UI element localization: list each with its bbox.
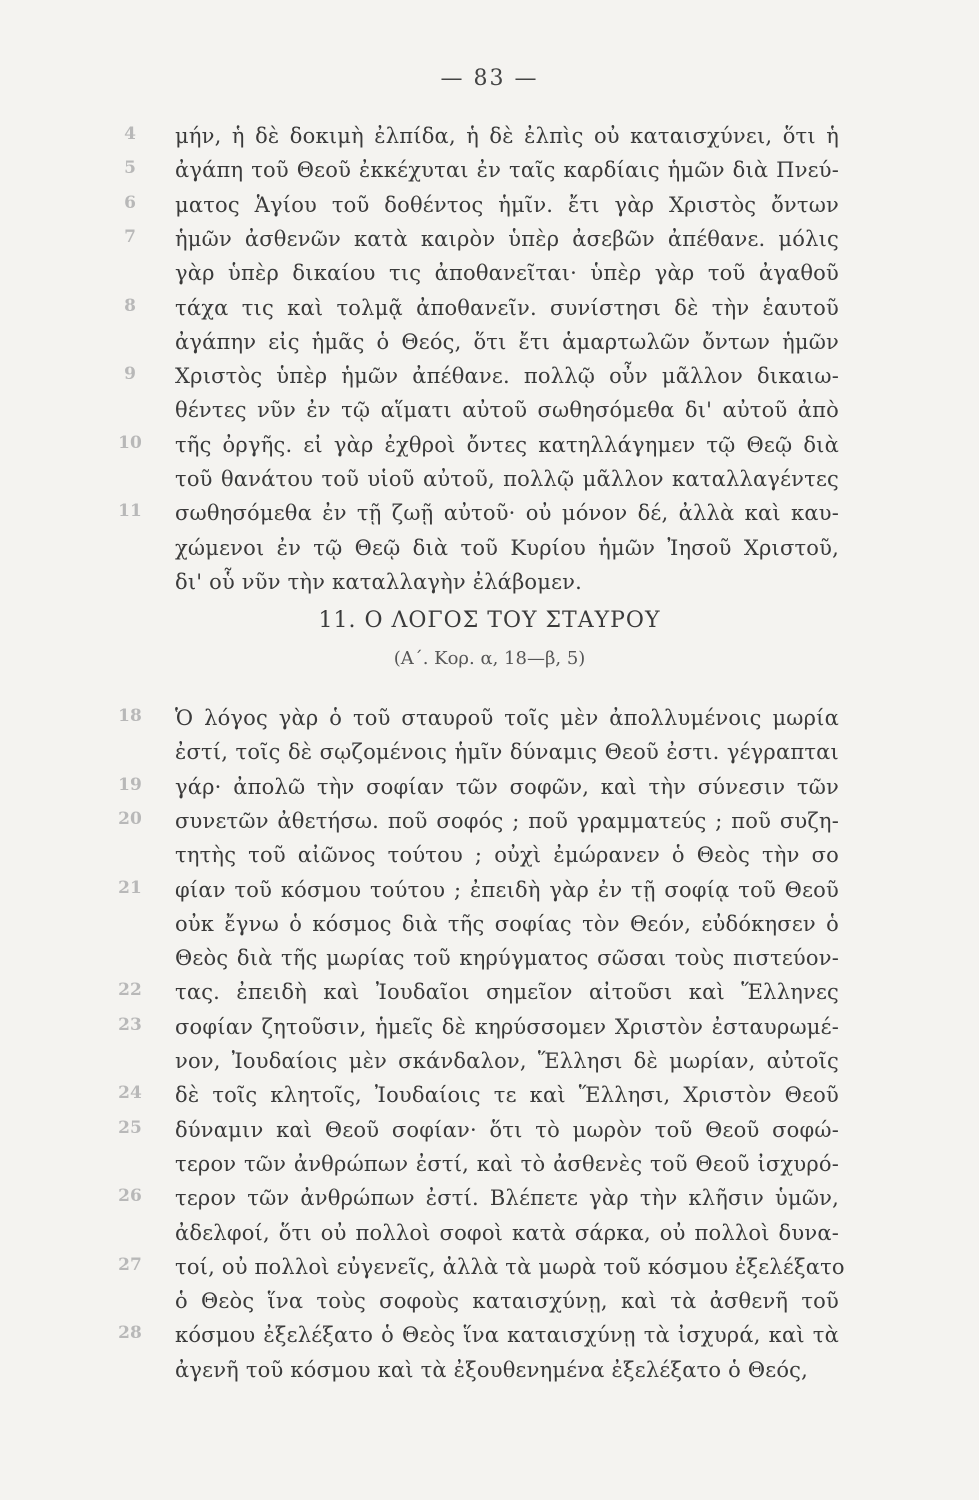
line-text: τας. ἐπειδὴ καὶ Ἰουδαῖοι σημεῖον αἰτοῦσι καὶ Ἕλληνες (175, 980, 839, 1005)
text-line (0, 530, 979, 566)
text-line (0, 1180, 979, 1216)
text-line (0, 974, 979, 1010)
text-line (0, 221, 979, 257)
text-line (0, 427, 979, 463)
line-text: νον, Ἰουδαίοις μὲν σκάνδαλον, Ἕλλησι δὲ μωρίαν, αὐτοῖς (175, 1049, 839, 1073)
line-text: δι' οὗ νῦν τὴν καταλλαγὴν ἐλάβομεν. (175, 569, 583, 594)
text-line (0, 803, 979, 839)
line-text: ἀγάπη τοῦ Θεοῦ ἐκκέχυται ἐν ταῖς καρδίαις ἡμῶν διὰ Πνεύ- (175, 158, 839, 183)
section-reference: (Α΄. Κορ. α, 18—β, 5) (393, 648, 586, 669)
verse-number: 20 (118, 808, 142, 829)
text-line (0, 1043, 979, 1079)
line-text: ἀδελφοί, ὅτι οὐ πολλοὶ σοφοὶ κατὰ σάρκα, οὐ πολλοὶ δυνα- (175, 1220, 839, 1245)
line-text: Θεὸς διὰ τῆς μωρίας τοῦ κηρύγματος σῶσαι τοὺς πιστεύον- (175, 946, 839, 971)
verse-number: 28 (118, 1323, 142, 1344)
line-text: τερον τῶν ἀνθρώπων ἐστί. Βλέπετε γὰρ τὴν κλῆσιν ὑμῶν, (175, 1186, 839, 1211)
verse-number: 24 (118, 1083, 142, 1104)
line-text: γὰρ ὑπὲρ δικαίου τις ἀποθανεῖται· ὑπὲρ γὰρ τοῦ ἀγαθοῦ (175, 261, 839, 286)
verse-number: 4 (124, 124, 136, 144)
line-text: γάρ· ἀπολῶ τὴν σοφίαν τῶν σοφῶν, καὶ τὴν σύνεσιν τῶν (175, 774, 839, 799)
verse-number: 21 (118, 877, 142, 898)
line-text: ἐστί, τοῖς δὲ σῳζομένοις ἡμῖν δύναμις Θεοῦ ἐστι. γέγραπται (175, 740, 839, 765)
text-line (0, 940, 979, 976)
text-line (0, 1215, 979, 1251)
line-text: σοφίαν ζητοῦσιν, ἡμεῖς δὲ κηρύσσομεν Χριστὸν ἐσταυρωμέ- (175, 1014, 839, 1039)
line-text: τοῦ θανάτου τοῦ υἱοῦ αὐτοῦ, πολλῷ μᾶλλον καταλλαγέντες (175, 467, 839, 491)
text-line (0, 461, 979, 497)
line-text: θέντες νῦν ἐν τῷ αἵματι αὐτοῦ σωθησόμεθα δι' αὐτοῦ ἀπὸ (175, 398, 839, 423)
verse-number: 11 (118, 501, 142, 522)
line-text: ἀγάπην εἰς ἡμᾶς ὁ Θεός, ὅτι ἔτι ἁμαρτωλῶν ὄντων ἡμῶν (175, 329, 839, 354)
verse-number: 19 (118, 774, 142, 795)
text-line (0, 1077, 979, 1113)
line-text: Χριστὸς ὑπὲρ ἡμῶν ἀπέθανε. πολλῷ οὖν μᾶλλον δικαιω- (175, 364, 839, 389)
verse-number: 18 (118, 706, 142, 726)
text-line (0, 872, 979, 908)
line-text: Ὁ λόγος γὰρ ὁ τοῦ σταυροῦ τοῖς μὲν ἀπολλυμένοις μωρία (175, 706, 839, 730)
verse-number: 7 (124, 226, 136, 247)
text-line (0, 1009, 979, 1045)
verse-number: 25 (118, 1117, 142, 1138)
line-text: δὲ τοῖς κλητοῖς, Ἰουδαίοις τε καὶ Ἕλλησι, Χριστὸν Θεοῦ (175, 1083, 839, 1108)
line-text: τάχα τις καὶ τολμᾷ ἀποθανεῖν. συνίστησι δὲ τὴν ἑαυτοῦ (175, 295, 839, 320)
verse-number: 10 (118, 432, 142, 453)
line-text: συνετῶν ἀθετήσω. ποῦ σοφός ; ποῦ γραμματεύς ; ποῦ συζη- (175, 808, 839, 833)
text-line (0, 255, 979, 291)
line-text: οὐκ ἔγνω ὁ κόσμος διὰ τῆς σοφίας τὸν Θεόν, εὐδόκησεν ὁ (175, 911, 839, 936)
text-line (0, 1112, 979, 1148)
line-text: σωθησόμεθα ἐν τῇ ζωῇ αὐτοῦ· οὐ μόνον δέ, ἀλλὰ καὶ καυ- (175, 501, 839, 526)
text-line (0, 700, 979, 736)
line-text: τῆς ὀργῆς. εἰ γὰρ ἐχθροὶ ὄντες κατηλλάγημεν τῷ Θεῷ διὰ (175, 432, 839, 457)
section-title: 11. Ο ΛΟΓΟΣ ΤΟΥ ΣΤΑΥΡΟΥ (318, 608, 661, 633)
verse-number: 23 (118, 1014, 142, 1035)
text-line (0, 324, 979, 360)
text-line (0, 358, 979, 394)
verse-number: 22 (118, 980, 142, 1001)
line-text: μήν, ἡ δὲ δοκιμὴ ἐλπίδα, ἡ δὲ ἐλπὶς οὐ καταισχύνει, ὅτι ἡ (175, 124, 839, 148)
text-line (0, 152, 979, 188)
verse-number: 27 (118, 1254, 142, 1275)
line-text: τερον τῶν ἀνθρώπων ἐστί, καὶ τὸ ἀσθενὲς τοῦ Θεοῦ ἰσχυρό- (175, 1151, 839, 1176)
line-text: τητὴς τοῦ αἰῶνος τούτου ; οὐχὶ ἐμώρανεν ὁ Θεὸς τὴν σο (175, 843, 839, 868)
text-line (0, 1249, 979, 1285)
text-line (0, 495, 979, 531)
line-text: δύναμιν καὶ Θεοῦ σοφίαν· ὅτι τὸ μωρὸν τοῦ Θεοῦ σοφώ- (175, 1117, 839, 1142)
line-text: χώμενοι ἐν τῷ Θεῷ διὰ τοῦ Κυρίου ἡμῶν Ἰησοῦ Χριστοῦ, (175, 535, 839, 560)
line-text: ἀγενῆ τοῦ κόσμου καὶ τὰ ἐξουθενημένα ἐξελέξατο ὁ Θεός, (175, 1357, 809, 1382)
text-line (0, 1146, 979, 1182)
text-line (0, 769, 979, 805)
verse-number: 9 (124, 364, 136, 385)
line-text: κόσμου ἐξελέξατο ὁ Θεὸς ἵνα καταισχύνῃ τὰ ἰσχυρά, καὶ τὰ (175, 1323, 839, 1348)
text-line (0, 734, 979, 770)
text-line (0, 564, 979, 600)
line-text: ἡμῶν ἀσθενῶν κατὰ καιρὸν ὑπὲρ ἀσεβῶν ἀπέθανε. μόλις (175, 226, 839, 251)
verse-number: 8 (124, 295, 136, 316)
line-text: ὁ Θεὸς ἵνα τοὺς σοφοὺς καταισχύνῃ, καὶ τὰ ἀσθενῆ τοῦ (175, 1289, 839, 1314)
text-line (0, 187, 979, 223)
text-line (0, 1352, 979, 1388)
verse-number: 26 (118, 1186, 142, 1207)
text-line (0, 1317, 979, 1353)
text-line (0, 1283, 979, 1319)
text-line (0, 118, 979, 154)
text-line (0, 906, 979, 942)
text-line (0, 392, 979, 428)
line-text: φίαν τοῦ κόσμου τούτου ; ἐπειδὴ γὰρ ἐν τῇ σοφίᾳ τοῦ Θεοῦ (175, 877, 839, 902)
verse-number: 6 (124, 192, 136, 213)
line-text: τοί, οὐ πολλοὶ εὐγενεῖς, ἀλλὰ τὰ μωρὰ τοῦ κόσμου ἐξελέξατο (175, 1254, 845, 1279)
text-line (0, 837, 979, 873)
line-text: ματος Ἁγίου τοῦ δοθέντος ἡμῖν. ἔτι γὰρ Χριστὸς ὄντων (175, 192, 839, 217)
text-line (0, 290, 979, 326)
verse-number: 5 (124, 158, 136, 179)
page-number: — 83 — (440, 66, 539, 91)
